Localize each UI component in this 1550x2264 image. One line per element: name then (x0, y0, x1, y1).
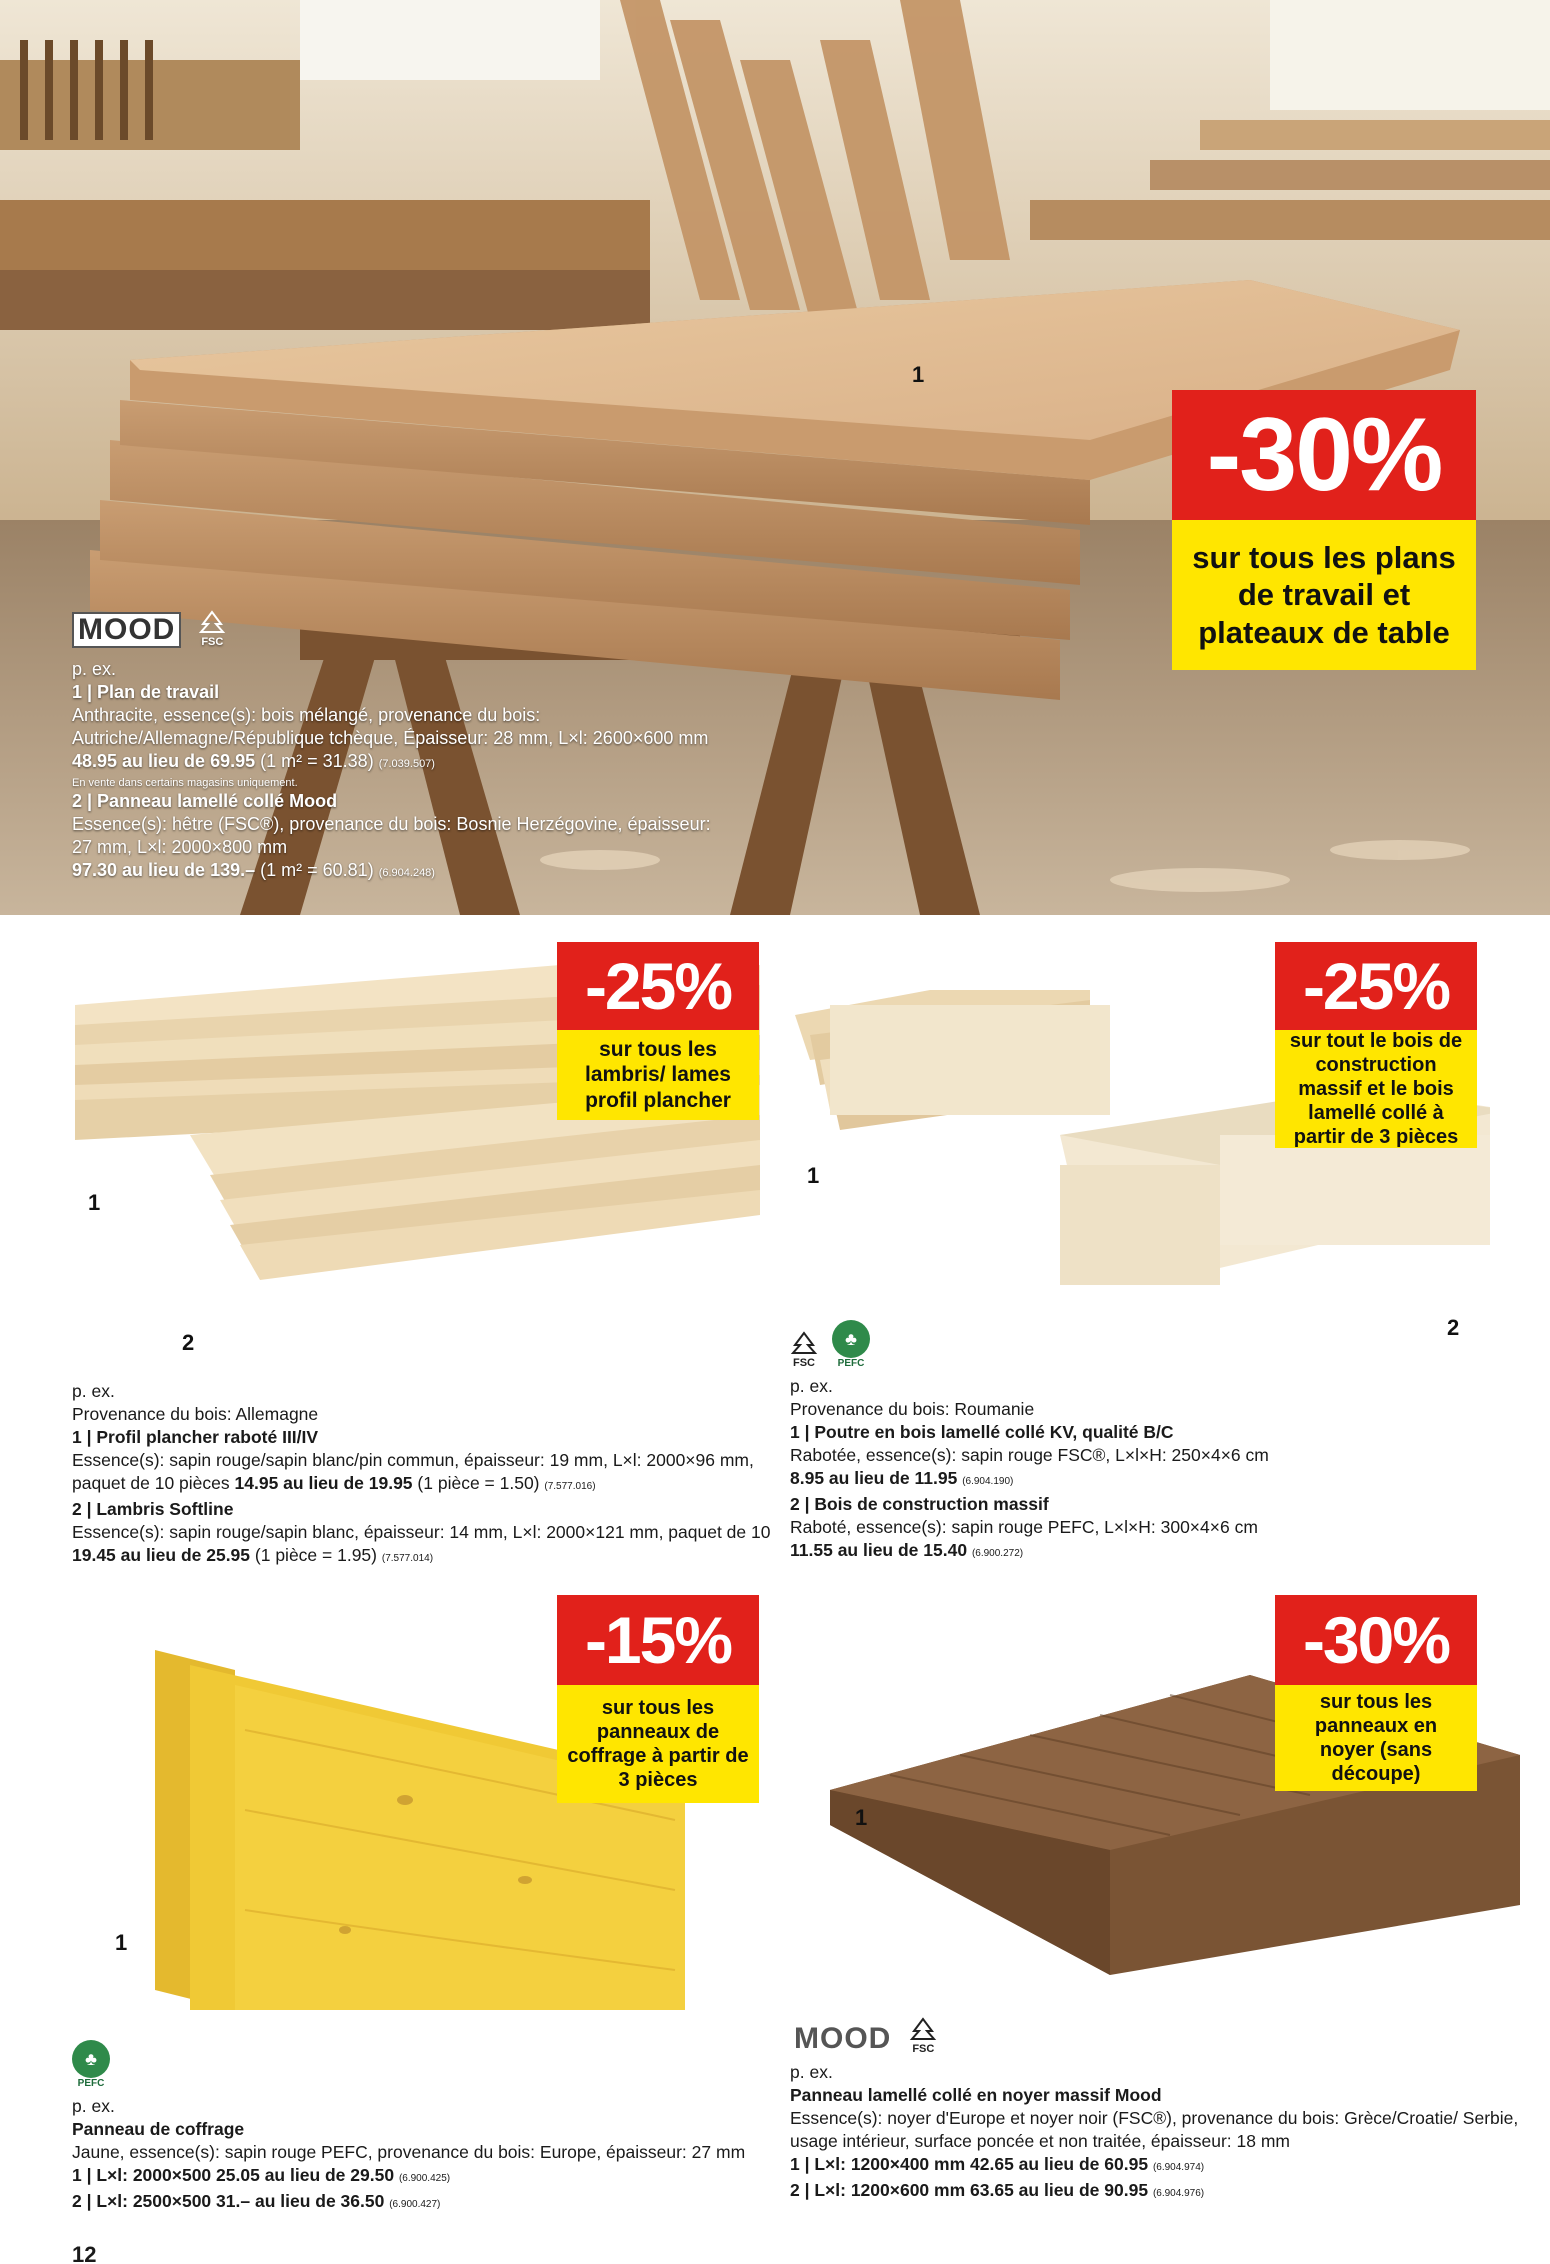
item2-price: 63.65 au lieu de 90.95 (970, 2180, 1149, 2200)
item2-dims: 2 | L×l: 2500×500 (72, 2191, 212, 2211)
item2-price-line (790, 1539, 1530, 1565)
construction-num2: 2 (1447, 1315, 1460, 1340)
pex-label: p. ex. (790, 2062, 833, 2082)
discount-text: sur tous les lambris/ lames profil plancher (557, 1030, 759, 1120)
discount-text: sur tous les panneaux en noyer (sans découpe) (1275, 1685, 1477, 1791)
pefc-tree-icon: ♣ (832, 1320, 870, 1358)
item2-price: 11.55 au lieu de 15.40 (790, 1540, 968, 1560)
item2-unit: (1 m² = 60.81) (260, 860, 374, 880)
item2-desc: Raboté, essence(s): sapin rouge PEFC, L×l×H: 300×4×6 cm (790, 1517, 1258, 1537)
hero-item-number: 1 (912, 362, 925, 387)
lambris-copy (72, 1380, 772, 1570)
construction-copy (790, 1320, 1530, 1565)
fsc-tree-icon (909, 2017, 937, 2043)
item1-line (72, 1449, 772, 1498)
item2-title: 2 | Panneau lamellé collé Mood (72, 791, 338, 811)
mood-logo: MOOD (794, 2022, 892, 2055)
lambris-num2: 2 (182, 1330, 195, 1355)
discount-text: sur tous les panneaux de coffrage à partir de 3 pièces (557, 1685, 759, 1803)
item2-price: 31.– au lieu de 36.50 (216, 2191, 385, 2211)
construction-discount-badge (1275, 942, 1477, 1148)
item2-desc: Essence(s): hêtre (FSC®), provenance du bois: Bosnie Herzégovine, épaisseur: 27 mm, L×l: 2000×800 mm (72, 814, 711, 857)
item1-price-line (72, 750, 712, 776)
item1-title: 1 | Plan de travail (72, 682, 220, 702)
item2-price: 19.45 au lieu de 25.95 (72, 1545, 251, 1565)
item2-line (790, 2179, 1530, 2205)
noyer-section (775, 1585, 1550, 2245)
item2-code: (7.577.014) (381, 1553, 434, 1564)
product-desc: Essence(s): noyer d'Europe et noyer noir (FSC®), provenance du bois: Grèce/Croatie/ Serbie, usage intérieur, surface poncée et non traitée, épaisseur: 18 mm (790, 2108, 1519, 2151)
pex-label: p. ex. (72, 659, 117, 679)
item1-desc: Rabotée, essence(s): sapin rouge FSC®, L×l×H: 250×4×6 cm (790, 1445, 1269, 1465)
coffrage-copy (72, 2040, 772, 2216)
item2-title: 2 | Lambris Softline (72, 1499, 234, 1519)
cert-logos (790, 1320, 1530, 1369)
item1-title: 1 | Poutre en bois lamellé collé KV, qualité B/C (790, 1422, 1174, 1442)
pefc-logo: ♣ PEFC (72, 2040, 110, 2089)
item1-dims: 1 | L×l: 1200×400 mm (790, 2154, 966, 2174)
cert-logos (790, 2017, 1530, 2055)
discount-text: sur tous les plans de travail et plateaux de table (1172, 520, 1476, 670)
item2-title: 2 | Bois de construction massif (790, 1494, 1049, 1514)
mood-logo: MOOD (72, 612, 181, 648)
item2-line (72, 2190, 772, 2216)
coffrage-num1: 1 (115, 1930, 128, 1955)
item1-dims: 1 | L×l: 2000×500 (72, 2165, 212, 2185)
fsc-logo: FSC (197, 610, 227, 648)
item2-desc: Essence(s): sapin rouge/sapin blanc, épaisseur: 14 mm, L×l: 2000×121 mm, paquet de 10 (72, 1522, 771, 1542)
item1-code: (6.904.190) (962, 1476, 1014, 1487)
pefc-tree-icon: ♣ (72, 2040, 110, 2078)
discount-percent: -25% (1275, 942, 1477, 1030)
item1-unit: (1 pièce = 1.50) (417, 1473, 540, 1493)
noyer-copy (790, 2017, 1530, 2205)
item1-code: (6.904.974) (1152, 2162, 1205, 2173)
page-number: 12 (72, 2242, 97, 2264)
lambris-discount-badge (557, 942, 759, 1120)
cert-logos (72, 2040, 772, 2089)
item2-price: 97.30 au lieu de 139.– (72, 860, 256, 880)
pex-label: p. ex. (72, 2096, 115, 2116)
item1-code: (7.577.016) (544, 1481, 596, 1492)
lambris-section (0, 915, 775, 1585)
coffrage-section (0, 1585, 775, 2245)
item1-title: 1 | Profil plancher raboté III/IV (72, 1427, 319, 1447)
item1-price: 25.05 au lieu de 29.50 (216, 2165, 395, 2185)
pex-label: p. ex. (72, 1381, 115, 1401)
discount-text: sur tout le bois de construction massif et le bois lamellé collé à partir de 3 pièces (1275, 1030, 1477, 1148)
hero-section (0, 0, 1550, 915)
construction-num1: 1 (807, 1163, 820, 1188)
item1-price-line (790, 1467, 1530, 1493)
item1-price: 42.65 au lieu de 60.95 (970, 2154, 1149, 2174)
item1-price: 14.95 au lieu de 19.95 (234, 1473, 413, 1493)
hero-discount-badge (1172, 390, 1476, 670)
pex-label: p. ex. (790, 1376, 833, 1396)
item1-unit: (1 m² = 31.38) (260, 751, 374, 771)
item1-desc: Anthracite, essence(s): bois mélangé, provenance du bois: Autriche/Allemagne/République tchèque, Épaisseur: 28 mm, L×l: 2600×600 mm (72, 705, 709, 748)
item2-price-line (72, 859, 712, 885)
lambris-num1: 1 (88, 1190, 101, 1215)
item2-dims: 2 | L×l: 1200×600 mm (790, 2180, 966, 2200)
item1-note: En vente dans certains magasins uniquement. (72, 777, 298, 789)
item2-unit: (1 pièce = 1.95) (254, 1545, 377, 1565)
item1-desc: Essence(s): sapin rouge/sapin blanc/pin commun, épaisseur: 19 mm, L×l: 2000×96 mm, paquet de 10 pièces (72, 1450, 754, 1493)
fsc-logo: FSC (790, 1331, 818, 1369)
discount-percent: -30% (1275, 1595, 1477, 1685)
item1-line (72, 2164, 772, 2190)
discount-percent: -15% (557, 1595, 759, 1685)
noyer-num1: 1 (855, 1805, 868, 1830)
item2-code: (6.900.272) (971, 1548, 1024, 1559)
item1-code: (6.900.425) (398, 2173, 451, 2184)
discount-percent: -25% (557, 942, 759, 1030)
coffrage-discount-badge (557, 1595, 759, 1803)
item1-code: (7.039.507) (378, 758, 435, 770)
fsc-tree-icon (197, 610, 227, 636)
fsc-tree-icon (790, 1331, 818, 1357)
noyer-discount-badge (1275, 1595, 1477, 1791)
pefc-logo: ♣ PEFC (832, 1320, 870, 1369)
item1-price: 8.95 au lieu de 11.95 (790, 1468, 958, 1488)
product-title: Panneau lamellé collé en noyer massif Mood (790, 2085, 1162, 2105)
product-title: Panneau de coffrage (72, 2119, 245, 2139)
item2-line (72, 1521, 772, 1570)
fsc-logo: FSC (909, 2017, 937, 2055)
origin: Provenance du bois: Allemagne (72, 1404, 319, 1424)
hero-product-info (72, 610, 712, 885)
discount-percent: -30% (1172, 390, 1476, 520)
item2-code: (6.900.427) (389, 2199, 441, 2210)
product-desc: Jaune, essence(s): sapin rouge PEFC, provenance du bois: Europe, épaisseur: 27 mm (72, 2142, 746, 2162)
origin: Provenance du bois: Roumanie (790, 1399, 1035, 1419)
item2-code: (6.904.976) (1152, 2188, 1205, 2199)
item2-code: (6.904.248) (378, 867, 435, 879)
construction-section (775, 915, 1550, 1585)
item1-price: 48.95 au lieu de 69.95 (72, 751, 256, 771)
item1-line (790, 2153, 1530, 2179)
hero-logos (72, 610, 712, 648)
